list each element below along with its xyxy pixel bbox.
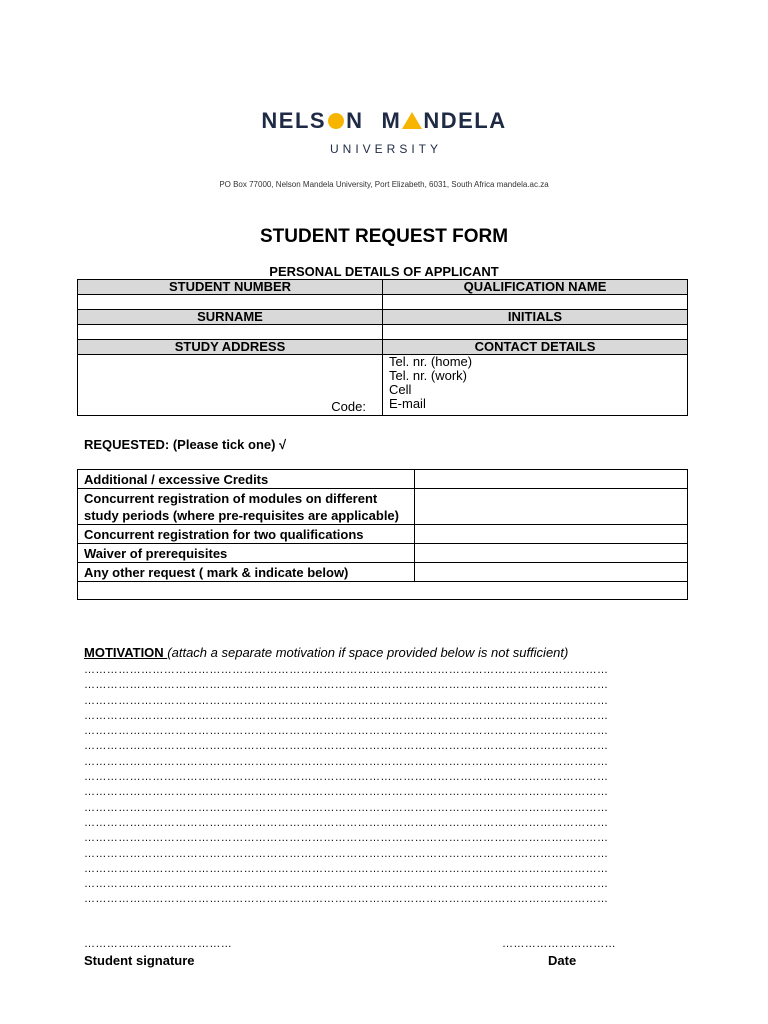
- motivation-dot-line[interactable]: …………………………………………………………………………………………………………………………: [84, 832, 609, 845]
- university-logo: [0, 108, 768, 156]
- request-tick-box[interactable]: [415, 470, 688, 489]
- request-tick-box[interactable]: [415, 489, 688, 525]
- qualification-name-header: QUALIFICATION NAME: [383, 280, 688, 295]
- surname-field[interactable]: [78, 325, 383, 340]
- date-label: Date: [548, 953, 577, 968]
- logo-text-part: NDELA: [423, 108, 507, 133]
- motivation-dot-line[interactable]: …………………………………………………………………………………………………………………………: [84, 801, 609, 814]
- logo-text-part: M: [381, 108, 402, 133]
- signature-line[interactable]: …………………………………: [84, 938, 233, 950]
- motivation-dot-line[interactable]: …………………………………………………………………………………………………………………………: [84, 786, 609, 799]
- surname-header: SURNAME: [78, 310, 383, 325]
- date-line[interactable]: …………………………: [502, 938, 616, 950]
- motivation-dot-line[interactable]: …………………………………………………………………………………………………………………………: [84, 816, 609, 829]
- student-number-header: STUDENT NUMBER: [78, 280, 383, 295]
- request-tick-box[interactable]: [415, 525, 688, 544]
- contact-details-header: CONTACT DETAILS: [383, 340, 688, 355]
- motivation-dot-line[interactable]: …………………………………………………………………………………………………………………………: [84, 771, 609, 784]
- personal-details-table: [77, 279, 688, 416]
- motivation-note: (attach a separate motivation if space provided below is not sufficient): [167, 645, 569, 660]
- section-title: PERSONAL DETAILS OF APPLICANT: [269, 264, 499, 279]
- postal-address: PO Box 77000, Nelson Mandela University, Port Elizabeth, 6031, South Africa mandela.ac.za: [219, 180, 549, 189]
- motivation-dot-line[interactable]: …………………………………………………………………………………………………………………………: [84, 694, 609, 707]
- postal-code-label: Code:: [331, 399, 366, 414]
- logo-text-part: N: [346, 108, 364, 133]
- motivation-dot-line[interactable]: …………………………………………………………………………………………………………………………: [84, 709, 609, 722]
- request-option-label: Waiver of prerequisites: [78, 544, 415, 563]
- motivation-dot-line[interactable]: …………………………………………………………………………………………………………………………: [84, 664, 609, 676]
- contact-item: E-mail: [389, 396, 426, 411]
- motivation-lines[interactable]: [84, 663, 684, 908]
- study-address-header: STUDY ADDRESS: [78, 340, 383, 355]
- sun-icon: [328, 113, 344, 129]
- motivation-dot-line[interactable]: …………………………………………………………………………………………………………………………: [84, 740, 609, 753]
- contact-details-field[interactable]: [383, 355, 688, 416]
- contact-item: Tel. nr. (home): [389, 354, 473, 369]
- request-option-label: Concurrent registration for two qualifications: [78, 525, 415, 544]
- request-tick-box[interactable]: [415, 563, 688, 582]
- request-option-label: Concurrent registration of modules on different study periods (where pre-requisites are applicable): [78, 489, 415, 525]
- logo-wordmark: [0, 108, 768, 134]
- qualification-name-field[interactable]: [383, 295, 688, 310]
- other-request-field[interactable]: [78, 582, 688, 600]
- motivation-dot-line[interactable]: …………………………………………………………………………………………………………………………: [84, 725, 609, 738]
- logo-text-part: NELS: [261, 108, 327, 133]
- contact-item: Cell: [389, 382, 412, 397]
- request-option-label: Any other request ( mark & indicate below): [78, 563, 415, 582]
- study-address-field[interactable]: [78, 355, 383, 416]
- request-option-label: Additional / excessive Credits: [78, 470, 415, 489]
- request-options-table: [77, 469, 688, 600]
- initials-header: INITIALS: [383, 310, 688, 325]
- logo-subtitle: UNIVERSITY: [329, 142, 442, 156]
- motivation-dot-line[interactable]: …………………………………………………………………………………………………………………………: [84, 878, 609, 891]
- request-tick-box[interactable]: [415, 544, 688, 563]
- requested-label: REQUESTED: (Please tick one) √: [84, 437, 287, 452]
- motivation-heading: [84, 645, 568, 660]
- initials-field[interactable]: [383, 325, 688, 340]
- contact-item: Tel. nr. (work): [389, 368, 468, 383]
- motivation-label: MOTIVATION: [84, 645, 168, 660]
- signature-label: Student signature: [84, 953, 195, 968]
- motivation-dot-line[interactable]: …………………………………………………………………………………………………………………………: [84, 847, 609, 860]
- triangle-icon: [402, 112, 422, 129]
- motivation-dot-line[interactable]: …………………………………………………………………………………………………………………………: [84, 755, 609, 768]
- motivation-dot-line[interactable]: …………………………………………………………………………………………………………………………: [84, 862, 609, 875]
- form-title: STUDENT REQUEST FORM: [259, 226, 509, 247]
- motivation-dot-line[interactable]: …………………………………………………………………………………………………………………………: [84, 893, 609, 906]
- motivation-dot-line[interactable]: …………………………………………………………………………………………………………………………: [84, 679, 609, 692]
- student-number-field[interactable]: [78, 295, 383, 310]
